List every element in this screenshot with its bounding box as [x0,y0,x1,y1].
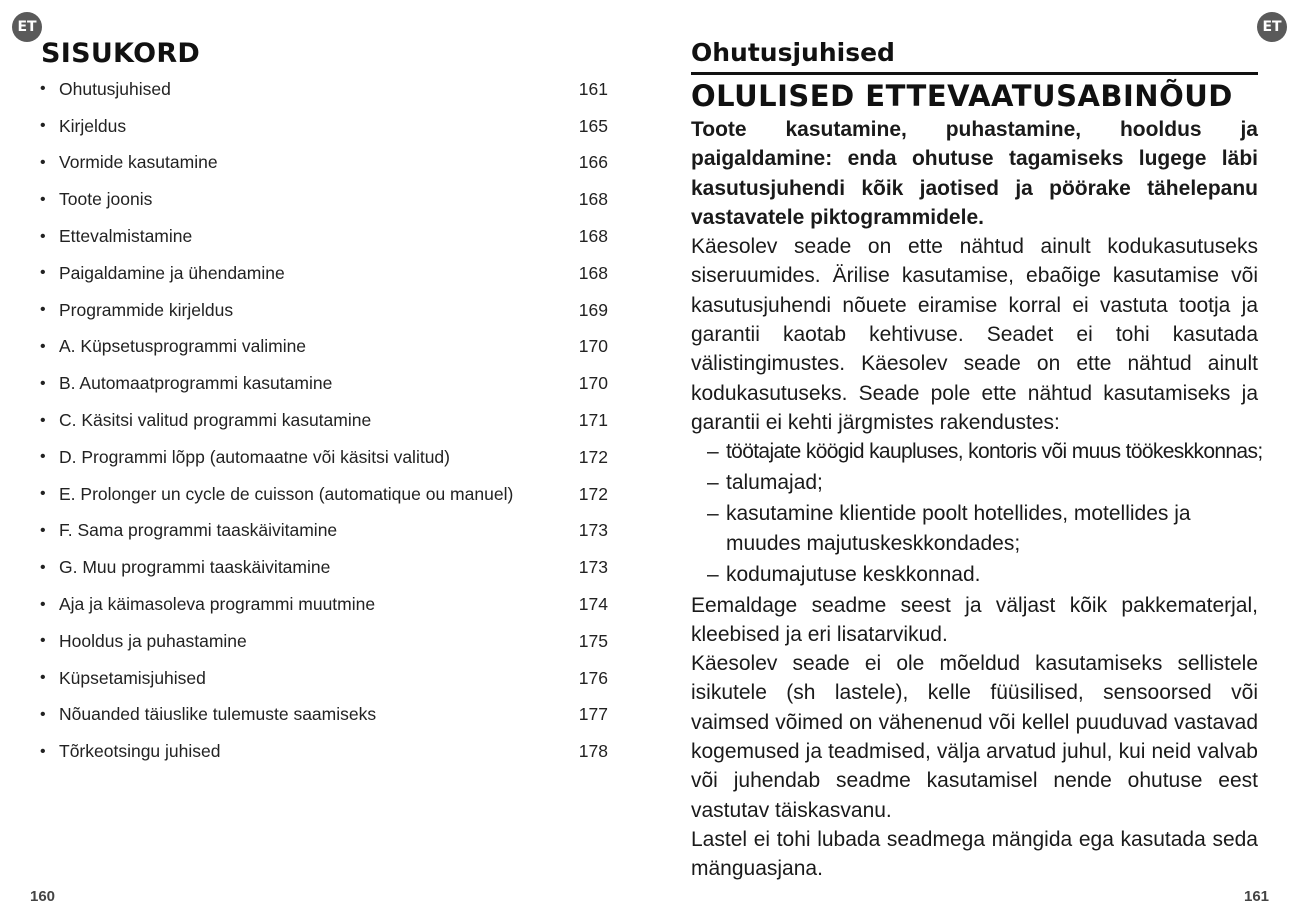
toc-item-page: 168 [578,226,608,247]
toc-item-label: C. Käsitsi valitud programmi kasutamine [59,410,372,431]
toc-item [40,439,608,476]
safety-section [691,38,1263,883]
bullet-icon: • [40,669,46,687]
list-item: – talumajad; [707,468,1258,497]
bullet-icon: • [40,521,46,539]
toc-item-page: 168 [578,262,608,283]
paragraph-children: Lastel ei tohi lubada seadmega mängida ega kasutada seda mänguasjana. [691,827,1258,881]
toc-item-label: Hooldus ja puhastamine [59,630,247,651]
dash-marker: – [707,471,719,495]
toc-item-label: Nõuanded täiuslike tulemuste saamiseks [59,704,377,725]
toc-item-page: 177 [578,704,608,725]
toc-item-page: 170 [578,336,608,357]
toc-item-page: 170 [578,373,608,394]
dash-marker: – [707,502,719,526]
paragraph-persons: Käesolev seade ei ole mõeldud kasutamiseks sellistele isikutele (sh lastele), kelle füüsilised, sensoorsed või vaimsed võimed on vähenenud või kellel puuduvad vastavad kogemused ja teadmised, välja arvatud juhul, kui neid valvab või juhendab seadme kasutamisel nende ohutuse eest vastutav täiskasvanu. [691,652,1258,822]
toc-item [40,476,608,513]
bullet-icon: • [40,190,46,208]
toc-item-page: 175 [578,630,608,651]
bullet-icon: • [40,117,46,135]
toc-item-label: E. Prolonger un cycle de cuisson (automatique ou manuel) [59,483,514,504]
bullet-icon: • [40,227,46,245]
toc-item [40,697,608,734]
toc-item-label: Kirjeldus [59,115,127,136]
toc-item [40,365,608,402]
toc-item [40,623,608,660]
toc-list [40,71,608,770]
toc-item [40,733,608,770]
toc-item-label: Programmide kirjeldus [59,299,234,320]
bullet-icon: • [40,374,46,392]
toc-item [40,586,608,623]
toc-item [40,292,608,329]
toc-item [40,71,608,108]
bullet-icon: • [40,632,46,650]
paragraph-packaging: Eemaldage seadme seest ja väljast kõik pakkematerjal, kleebised ja eri lisatarvikud. [691,593,1258,646]
bullet-icon: • [40,485,46,503]
toc-item-label: Toote joonis [59,189,153,210]
toc-item [40,181,608,218]
exclusion-list [691,437,1263,589]
page-number-left: 160 [30,888,56,905]
toc-item [40,108,608,145]
section-title: Ohutusjuhised [691,38,895,67]
toc-item-page: 161 [578,78,608,99]
paragraph-usage: Käesolev seade on ette nähtud ainult kodukasutuseks siseruumides. Ärilise kasutamise, ebaõige kasutamise või kasutusjuhendi nõuete eiramise korral ei vastuta tootja ja garantii kaotab kehtivuse. Seadet ei tohi kasutada välistingimustes. Käesolev seade on ette nähtud ainult kodukasutuseks. Seade pole ette nähtud kasutamiseks ja garantii ei kehti järgmistes rakendustes: [691,235,1258,434]
bullet-icon: • [40,153,46,171]
bullet-icon: • [40,558,46,576]
toc-item-label: D. Programmi lõpp (automaatne või käsitsi valitud) [59,446,450,467]
bullet-icon: • [40,264,46,282]
list-item: – kasutamine klientide poolt hotellides, motellides ja muudes majutuskeskkondades; [707,499,1258,558]
toc-item-page: 169 [578,299,608,320]
section-rule [691,72,1258,75]
toc-title: SISUKORD [41,38,201,69]
toc-item-page: 178 [578,741,608,762]
main-heading: OLULISED ETTEVAATUSABINÕUD [691,79,1233,113]
toc-item [40,255,608,292]
page-number-right: 161 [1244,888,1270,905]
toc-item-label: Aja ja käimasoleva programmi muutmine [59,594,376,615]
toc-item-page: 176 [578,667,608,688]
toc-item [40,145,608,182]
toc-item-label: B. Automaatprogrammi kasutamine [59,373,333,394]
bullet-icon: • [40,448,46,466]
toc-item-label: A. Küpsetusprogrammi valimine [59,336,307,357]
toc-item [40,402,608,439]
toc-item [40,660,608,697]
toc-item-label: Paigaldamine ja ühendamine [59,262,285,283]
bullet-icon: • [40,337,46,355]
toc-item-label: Tõrkeotsingu juhised [59,741,221,762]
toc-item-page: 173 [578,557,608,578]
dash-marker: – [707,562,719,586]
toc-item-page: 171 [578,410,608,431]
bullet-icon: • [40,80,46,98]
list-item: – töötajate köögid kaupluses, kontoris või muus töökeskkonnas; [707,437,1258,466]
toc-item-page: 173 [578,520,608,541]
toc-item-page: 172 [578,483,608,504]
toc-item-page: 166 [578,152,608,173]
list-item: – kodumajutuse keskkonnad. [707,560,1258,589]
dash-marker: – [707,440,719,464]
language-badge-left: ET [12,12,42,42]
language-badge-right: ET [1257,12,1287,42]
toc-item-page: 172 [578,446,608,467]
toc-item-label: Küpsetamisjuhised [59,667,206,688]
toc-item-page: 165 [578,115,608,136]
toc-item-label: Vormide kasutamine [59,152,218,173]
bullet-icon: • [40,411,46,429]
bullet-icon: • [40,301,46,319]
toc-item-page: 168 [578,189,608,210]
toc-item [40,513,608,550]
bullet-icon: • [40,595,46,613]
toc-item-label: G. Muu programmi taaskäivitamine [59,557,331,578]
bullet-icon: • [40,705,46,723]
toc-item-label: Ohutusjuhised [59,78,171,99]
toc-item [40,329,608,366]
bold-intro: Toote kasutamine, puhastamine, hooldus ja paigaldamine: enda ohutuse tagamiseks lugege läbi kasutusjuhendi kõik jaotised ja pöörake tähelepanu vastavatele piktogrammidele. [691,118,1258,229]
toc-item-label: F. Sama programmi taaskäivitamine [59,520,338,541]
bullet-icon: • [40,742,46,760]
toc-item [40,549,608,586]
toc-item [40,218,608,255]
toc-item-page: 174 [578,594,608,615]
toc-item-label: Ettevalmistamine [59,226,193,247]
